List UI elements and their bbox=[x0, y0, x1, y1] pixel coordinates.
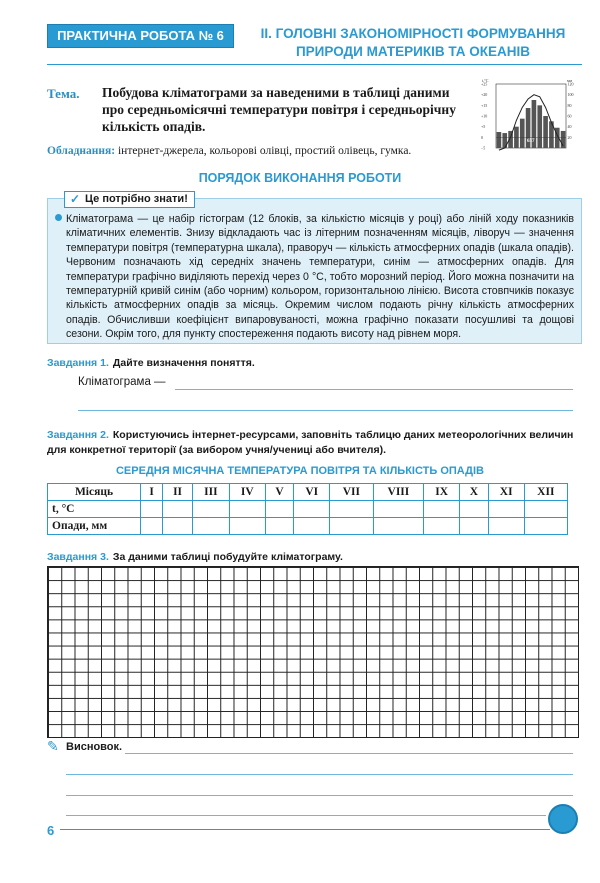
month-header-cell: XI bbox=[488, 484, 524, 501]
chapter-title: II. ГОЛОВНІ ЗАКОНОМІРНОСТІ ФОРМУВАННЯ ПРИРОДИ МАТЕРИКІВ ТА ОКЕАНІВ bbox=[260, 26, 566, 59]
table-row bbox=[48, 484, 568, 501]
precipitation-row-label: Опади, мм bbox=[48, 518, 141, 535]
temperature-input-cell[interactable] bbox=[330, 501, 373, 518]
precipitation-bar bbox=[537, 105, 542, 148]
annual-total-label: 657 bbox=[527, 139, 535, 144]
task3-label: Завдання 3. bbox=[47, 551, 109, 563]
precipitation-input-cell[interactable] bbox=[524, 518, 567, 535]
precipitation-input-cell[interactable] bbox=[460, 518, 489, 535]
temperature-tick-label: +15 bbox=[481, 102, 488, 108]
temperature-input-cell[interactable] bbox=[294, 501, 330, 518]
precipitation-tick-label: 80 bbox=[567, 102, 572, 108]
checkmark-icon: ✓ bbox=[70, 192, 81, 206]
conclusion-line-1[interactable] bbox=[125, 753, 573, 754]
month-header-cell: X bbox=[460, 484, 489, 501]
temperature-unit-label: t,°C bbox=[482, 78, 489, 83]
sample-climatogram bbox=[480, 76, 582, 154]
precipitation-input-cell[interactable] bbox=[229, 518, 265, 535]
month-header-cell: V bbox=[265, 484, 294, 501]
month-header-cell: II bbox=[163, 484, 193, 501]
temperature-input-cell[interactable] bbox=[141, 501, 163, 518]
table-row bbox=[48, 518, 568, 535]
temperature-row-label: t, °C bbox=[48, 501, 141, 518]
task3-text: За даними таблиці побудуйте кліматограму. bbox=[112, 551, 343, 563]
table-title: СЕРЕДНЯ МІСЯЧНА ТЕМПЕРАТУРА ПОВІТРЯ ТА КІЛЬКІСТЬ ОПАДІВ bbox=[115, 465, 484, 477]
temperature-input-cell[interactable] bbox=[192, 501, 229, 518]
precipitation-input-cell[interactable] bbox=[265, 518, 294, 535]
equipment-label: Обладнання: bbox=[47, 145, 116, 157]
task2 bbox=[47, 427, 577, 457]
temperature-input-cell[interactable] bbox=[373, 501, 424, 518]
temperature-input-cell[interactable] bbox=[424, 501, 460, 518]
meteo-table bbox=[47, 483, 568, 535]
precipitation-input-cell[interactable] bbox=[424, 518, 460, 535]
temperature-tick-label: +5 bbox=[481, 124, 486, 130]
month-header-cell: III bbox=[192, 484, 229, 501]
task1-label: Завдання 1. bbox=[47, 357, 109, 369]
precipitation-bar bbox=[520, 119, 525, 148]
precipitation-bar bbox=[497, 132, 502, 148]
temperature-tick-label: +25 bbox=[481, 81, 488, 87]
temperature-input-cell[interactable] bbox=[265, 501, 294, 518]
page-number: 6 bbox=[47, 823, 55, 838]
precipitation-tick-label: 120 bbox=[567, 81, 574, 87]
month-header-cell: VI bbox=[294, 484, 330, 501]
definition-field-label: Кліматограма — bbox=[78, 376, 166, 388]
temperature-input-cell[interactable] bbox=[488, 501, 524, 518]
precipitation-bar bbox=[543, 116, 548, 148]
task1-text: Дайте визначення поняття. bbox=[112, 357, 255, 369]
header-divider bbox=[47, 64, 582, 65]
precipitation-input-cell[interactable] bbox=[163, 518, 193, 535]
precipitation-tick-label: 100 bbox=[567, 92, 574, 98]
equipment-line bbox=[47, 145, 467, 157]
info-box-badge: Це потрібно знати! bbox=[64, 191, 195, 208]
precipitation-tick-label: 20 bbox=[567, 134, 572, 140]
equipment-text: інтернет-джерела, кольорові олівці, простий олівець, гумка. bbox=[117, 145, 412, 157]
precipitation-input-cell[interactable] bbox=[192, 518, 229, 535]
drawing-grid[interactable] bbox=[47, 566, 579, 738]
temperature-input-cell[interactable] bbox=[524, 501, 567, 518]
month-header: Місяць bbox=[48, 484, 141, 501]
footer-divider bbox=[60, 829, 550, 830]
practical-work-badge: ПРАКТИЧНА РОБОТА № 6 bbox=[47, 24, 234, 48]
conclusion-label: Висновок. bbox=[66, 741, 123, 753]
month-header-cell: I bbox=[141, 484, 163, 501]
task2-label: Завдання 2. bbox=[47, 429, 109, 441]
precipitation-tick-label: 40 bbox=[567, 124, 572, 130]
precipitation-input-cell[interactable] bbox=[141, 518, 163, 535]
precipitation-input-cell[interactable] bbox=[330, 518, 373, 535]
precipitation-input-cell[interactable] bbox=[294, 518, 330, 535]
temperature-input-cell[interactable] bbox=[229, 501, 265, 518]
task3 bbox=[47, 547, 343, 565]
precipitation-input-cell[interactable] bbox=[373, 518, 424, 535]
month-header-cell: IX bbox=[424, 484, 460, 501]
info-box-text: Кліматограма — це набір гістограм (12 блоків, за кількістю місяців у році) або ліній ходу показників кліматичних елементів. Знизу відкладають час із літерним позначенням місяців, ліворуч — значення температури повітря (температурна шкала), праворуч — кількість атмосферних опадів (шкала опадів). Червоним позначають хід середніх значень температури, синім — атмосферних опадів. Для температури графічно виділяють перехід через 0 °C, тобто морозний період. Його можна позначити на температурній кривій синім (або чорним) кольором, горизонтальною лінією. Висота стовпчиків показує кількість атмосферних опадів за місяць. Окремим числом подають річну кількість атмосферних опадів. Обчисливши коефіцієнт випаровуваності, можна графічно показати посушливі та дощові сезони. Окрім того, для пункту спостереження подають висоту над рівнем моря. bbox=[66, 213, 574, 341]
definition-answer-line-2[interactable] bbox=[78, 410, 573, 411]
temperature-tick-label: +10 bbox=[481, 113, 488, 119]
conclusion-line-3[interactable] bbox=[66, 795, 573, 796]
temperature-tick-label: −5 bbox=[481, 145, 486, 151]
conclusion-line-4[interactable] bbox=[66, 815, 546, 816]
temperature-input-cell[interactable] bbox=[163, 501, 193, 518]
task2-text: Користуючись інтернет-ресурсами, заповніть таблицю даних метеорологічних величин для конкретної території (за вибором учня/учениці або вчителя). bbox=[47, 429, 574, 456]
month-header-cell: VII bbox=[330, 484, 373, 501]
procedure-title: ПОРЯДОК ВИКОНАННЯ РОБОТИ bbox=[198, 171, 402, 185]
temperature-tick-label: 0 bbox=[481, 134, 483, 140]
precipitation-input-cell[interactable] bbox=[488, 518, 524, 535]
precipitation-unit-label: мм bbox=[567, 78, 573, 83]
definition-answer-line-1[interactable] bbox=[175, 389, 573, 390]
table-row bbox=[48, 501, 568, 518]
task1 bbox=[47, 353, 255, 371]
month-header-cell: VIII bbox=[373, 484, 424, 501]
temperature-tick-label: +20 bbox=[481, 92, 488, 98]
topic-text: Побудова кліматограми за наведеними в таблиці даними про середньомісячні температури повітря і середньорічну кількість опадів. bbox=[102, 85, 456, 134]
globe-icon bbox=[548, 804, 578, 834]
topic-label: Тема. bbox=[47, 86, 80, 101]
pencil-icon: ✎ bbox=[47, 740, 59, 755]
month-header-cell: IV bbox=[229, 484, 265, 501]
precipitation-tick-label: 60 bbox=[567, 113, 572, 119]
month-header-cell: XII bbox=[524, 484, 567, 501]
bullet-icon bbox=[55, 214, 62, 221]
temperature-input-cell[interactable] bbox=[460, 501, 489, 518]
conclusion-line-2[interactable] bbox=[66, 774, 573, 775]
